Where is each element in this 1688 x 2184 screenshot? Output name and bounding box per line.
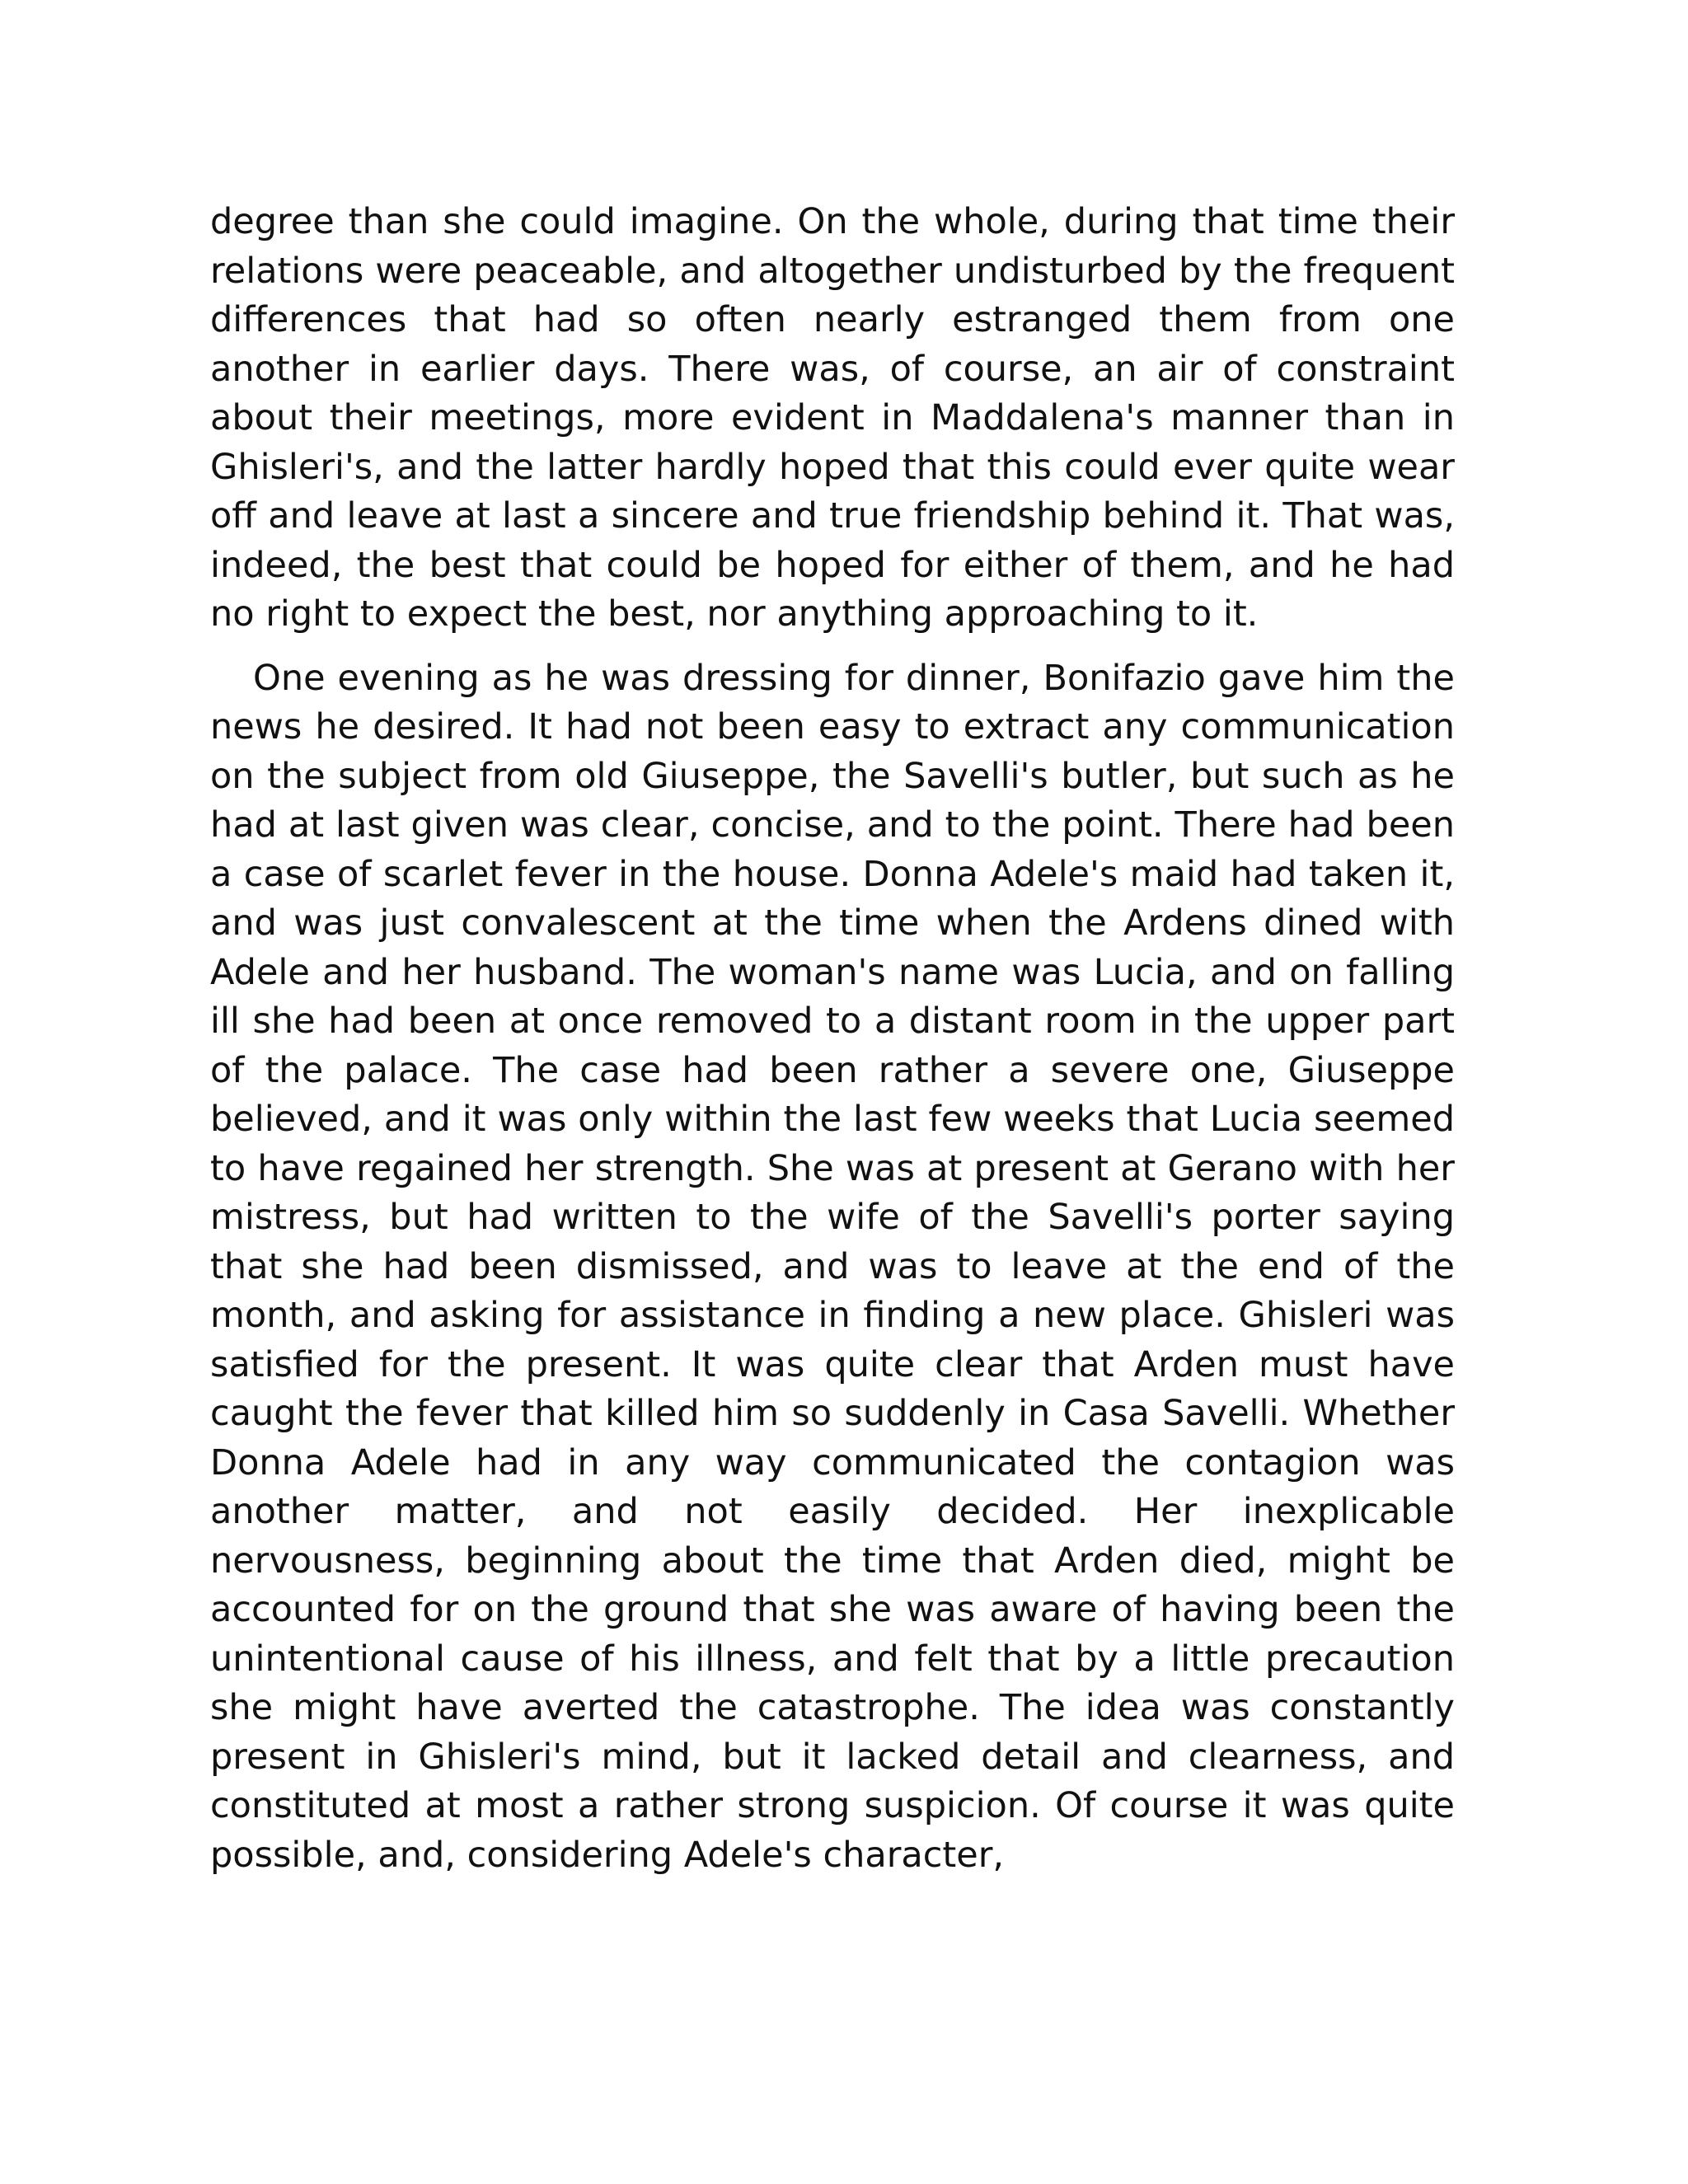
paragraph-1: degree than she could imagine. On the whole, during that time their relations were peaceable, and altogether undisturbed by the frequent differences that had so often nearly estranged them from one another in earlier days. There was, of course, an air of constraint about their meetings, more evident in Maddalena's manner than in Ghisleri's, and the latter hardly hoped that this could ever quite wear off and leave at last a sincere and true friendship behind it. That was, indeed, the best that could be hoped for either of them, and he had no right to expect the best, nor anything approaching to it.	[210, 201, 1455, 635]
body-text	[210, 198, 1455, 1880]
paragraph-2: One evening as he was dressing for dinner, Bonifazio gave him the news he desired. It had not been easy to extract any communication on the subject from old Giuseppe, the Savelli's butler, but such as he had at last given was clear, concise, and to the point. There had been a case of scarlet fever in the house. Donna Adele's maid had taken it, and was just convalescent at the time when the Ardens dined with Adele and her husband. The woman's name was Lucia, and on falling ill she had been at once removed to a distant room in the upper part of the palace. The case had been rather a severe one, Giuseppe believed, and it was only within the last few weeks that Lucia seemed to have regained her strength. She was at present at Gerano with her mistress, but had written to the wife of the Savelli's porter saying that she had been dismissed, and was to leave at the end of the month, and asking for assistance in finding a new place. Ghisleri was satisfied for the present. It was quite clear that Arden must have caught the fever that killed him so suddenly in Casa Savelli. Whether Donna Adele had in any way communicated the contagion was another matter, and not easily decided. Her inexplicable nervousness, beginning about the time that Arden died, might be accounted for on the ground that she was aware of having been the unintentional cause of his illness, and felt that by a little precaution she might have averted the catastrophe. The idea was constantly present in Ghisleri's mind, but it lacked detail and clearness, and constituted at most a rather strong suspicion. Of course it was quite possible, and, considering Adele's character,	[210, 657, 1455, 1876]
